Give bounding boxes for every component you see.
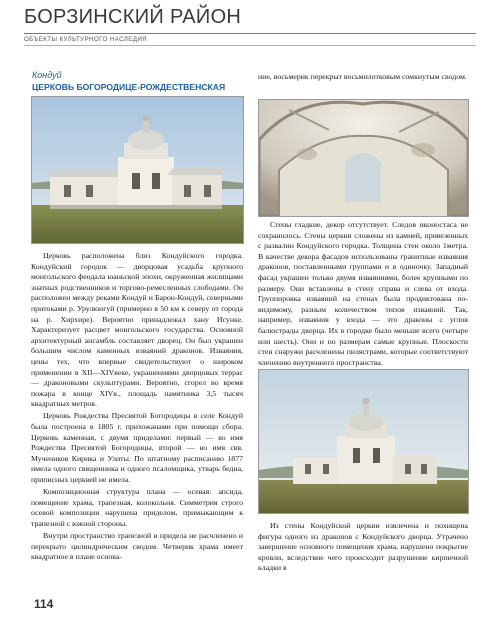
paragraph: Церковь Рождества Пресвятой Богородицы в селе Кондуй была построена в 1805 г. прихожанами при помощи сбора. Церковь каменная, с двумя приделами: первый — во имя Рождества Пресвятой Богородицы, второй — во имя свв. Мучеников Кирика и Улиты. По штатному расписанию 1877 имела одного священника и одного псаломщика, утварь бедна, приписных церквей не имела. bbox=[31, 411, 243, 484]
left-text-column bbox=[31, 251, 243, 564]
right-text-bottom bbox=[258, 521, 468, 575]
header-bottom-divider bbox=[24, 45, 476, 46]
page-number: 114 bbox=[34, 597, 54, 611]
church-interior-photo bbox=[258, 99, 469, 217]
church-landscape-photo bbox=[258, 369, 469, 514]
right-text-top bbox=[258, 72, 468, 84]
section-label: Кондуй bbox=[32, 70, 62, 80]
paragraph: Композиционная структура плана — осевая: апсида, помещение храма, трапезная, колокольня. Симметрия строго осевой композиции нарушена приделом, примыкающим к трапезной с южной стороны. bbox=[31, 487, 243, 528]
church-title: ЦЕРКОВЬ БОГОРОДИЦЕ-РОЖДЕСТВЕНСКАЯ bbox=[32, 82, 226, 92]
paragraph: Внутри пространство трапезной и придела не расчленено и перекрыто цилиндрическим сводом. Четверик храма имеет квадратное в плане основа- bbox=[31, 530, 243, 562]
paragraph: Церковь расположена близ Кондуйского городка. Кондуйский городок — дворцовая усадьба крупного монгольского феодала юаньской эпохи, окруженная жилищами знатных родственников и торгово-ремесленных слободами. Он расположен между реками Кондуй и Барон-Кондуй, северными притоками р. Урулюнгуй (примерно в 50 км к северу от города на р. Хирхире). Вероятно принадлежал хану Исунке. Характеризует расцвет монгольского государства. Основной архитектурный ансамбль составляет дворец. Он был украшен большим числом каменных изваяний драконов. Изваяния, цены тех, что впервые свидетельствуют о широком применении в XII—XIVвеке, украшениями дворцовых террас — драконовыми скульптурами. Вероятно, сгорел во время пожара в конце XIVв., площадь памятника 3,5 тысяч квадратных метров. bbox=[31, 251, 243, 409]
header-divider bbox=[24, 33, 476, 34]
church-exterior-photo bbox=[31, 96, 244, 244]
paragraph: Стены гладкие, декор отсутствует. Следов иконостаса не сохранилось. Стены церкви сложены из камней, привезенных с развалин Кондуйского городка. Толщина стен около 1метра. В качестве декора фасадов использованы гранитные изваяния драконов, поставленными группами и в одиночку. Западный фасад украшен только двумя изваяниями, более крупными по размеру. Они вставлены в стену справа и слева от входа. Группировка изваяний на стенах была продиктована по-видимому, разным количеством типов изваяний. Так, например, изваяния у входа — это драконы с углов балюстрады дворца. Их в городке было меньше всего (четыре или шесть). Они и по размерам самые крупные. Плоскости стен снаружи расчленены пилястрами, которые соответствуют членению внутреннего пространства. bbox=[258, 220, 468, 367]
paragraph: Из стены Кондуйской церкви извлечена и похищена фигура одного из драконов с Кондуйского дворца. Утрачено завершение основного помещения храма, нарушено покрытие кровли, вследствие чего происходит разрушение кирпичной кладки в bbox=[258, 521, 468, 573]
right-text-middle bbox=[258, 220, 468, 370]
paragraph: ние, восьмерик перекрыт восьмилотковым сомкнутым сводом. bbox=[258, 72, 467, 81]
header-subtitle: ОБЪЕКТЫ КУЛЬТУРНОГО НАСЛЕДИЯ bbox=[24, 36, 148, 43]
header-title: БОРЗИНСКИЙ РАЙОН bbox=[24, 6, 242, 28]
